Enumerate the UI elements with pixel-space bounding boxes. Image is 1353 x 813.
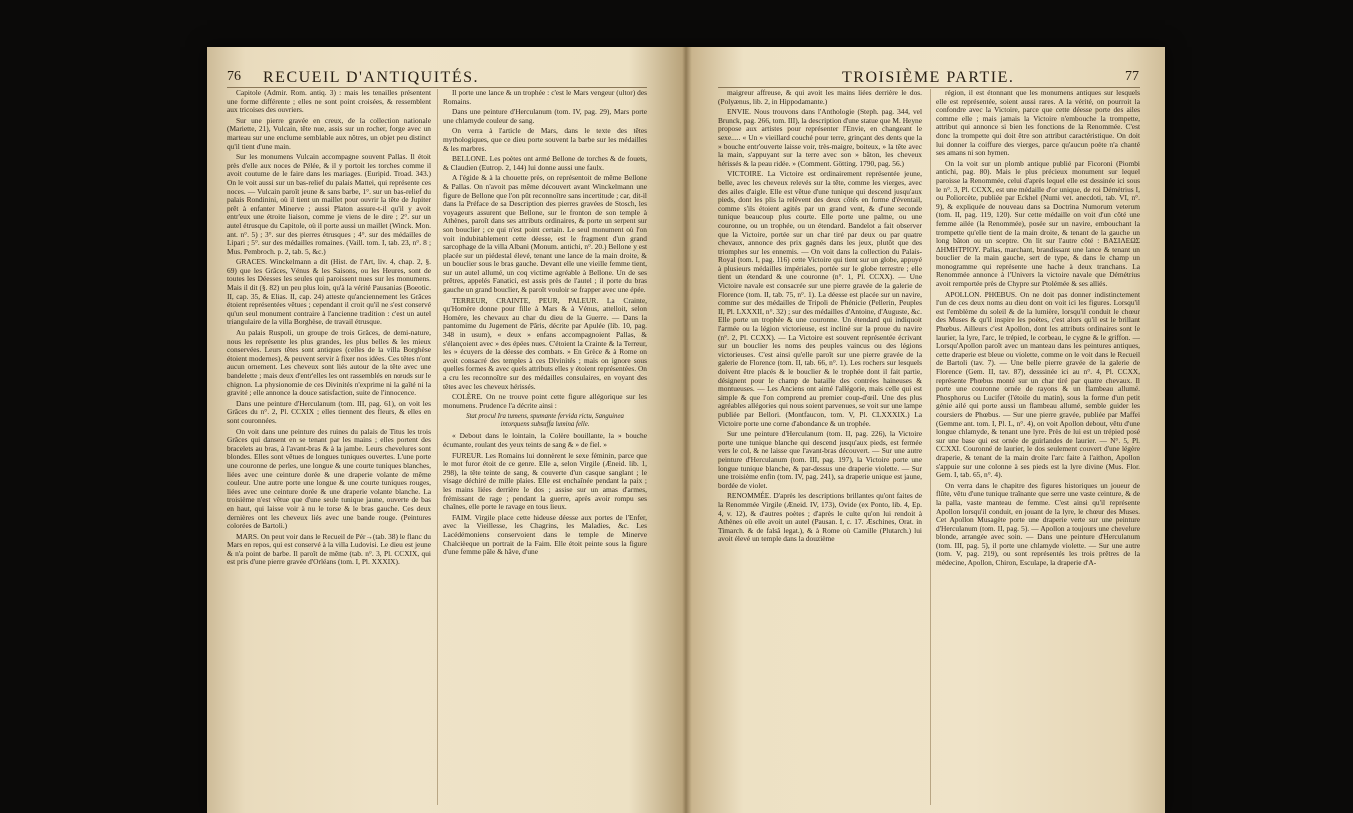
right-column-2: [936, 89, 1140, 805]
paragraph: BELLONE. Les poètes ont armé Bellone de torches & de fouets, & Claudien (Eutrop. 2, 144) lui donne aussi une faulx.: [443, 154, 647, 172]
paragraph: Il porte une lance & un trophée : c'est le Mars vengeur (ultor) des Romains.: [443, 89, 647, 106]
left-page: [207, 47, 686, 813]
paragraph: On verra à l'article de Mars, dans le texte des têtes mythologiques, que ce dieu porte souvent la barbe sur les médailles & les marbres.: [443, 126, 647, 153]
paragraph: Dans une peinture d'Herculanum (tom. IV, pag. 29), Mars porte une chlamyde couleur de sang.: [443, 107, 647, 125]
book-spread: [207, 47, 1165, 813]
paragraph: Sur une pierre gravée en creux, de la collection nationale (Mariette, 21), Vulcain, tête nue, assis sur un rocher, forge avec un marteau sur une enclume semblable aux nôtres, un objet peu distinct qu'il tient d'une main.: [227, 115, 431, 151]
right-column-1: [718, 89, 922, 805]
paragraph: région, il est étonnant que les monumens antiques sur lesquels elle est représentée, soient aussi rares. A la vérité, on pourroit la confondre avec la Victoire, parce que cette déesse porte des ailes comme elle ; mais jamais la Victoire n'embouche la trompette, attribut qui annonce si bien les fonctions de la Renommée. C'est donc la trompette qui doit être son attribut caractéristique. On doit lui donner la coiffure des vierges, parce qu'aucun poète n'a chanté ses amans ni son hymen.: [936, 89, 1140, 158]
paragraph: VICTOIRE. La Victoire est ordinairement représentée jeune, belle, avec les cheveux relevés sur la tête, comme les vierges, avec des ailes d'aigle. Elle est vêtue d'une tunique qui descend jusqu'aux pieds, dont les plis la relèvent des deux côtés en forme d'éventail, comme s'ils étoient agités par un grand vent, & d'une seconde tunique beaucoup plus courte. Elle porte une palme, ou une couronne, ou un trophée, ou un étendard. Bandelot a fait observer que la Victoire, portée sur un char tiré par deux ou par quatre chevaux, annonce des prix gagnés dans les jeux, plutôt que des triomphes sur les ennemis. — On voit dans la collection du Palais-Royal (tom. I, pag. 116) cette Victoire qui tient sur un globe, appuyé à plusieurs médailles impériales, portée sur le globe terrestre ; elle tient un étendard & une couronne (n°. 1, Pl. CCXX). — Une Victoire navale est consacrée sur une pierre gravée de la galerie de Florence (tom. II, tab. 75, n°. 1). La déesse est placée sur un navire, comme sur des médailles de Tripoli de Phénicie (Pellerin, Peuples II, Pl. LXXXII, n°. 32) ; sur des médailles d'Antoine, d'Auguste, &c. Elle porte un trophée & une couronne. Un étendard qui indiquoit l'armée ou la légion victorieuse, est incliné sur la proue du navire (n°. 2, Pl. CCXX). — La Victoire est souvent représentée écrivant sur un bouclier les noms des peuples vaincus ou des légions victorieuses. C'est ainsi qu'elle paroît sur une pierre gravée de la galerie de Florence (tom. II, tab. 66, n°. 1). Les rochers sur lesquels doivent être placés & le bouclier & le trophée dont il fait partie, désignent pour le champ de bataille des contrées haineuses & montueuses. — Les Anciens ont aimé l'allégorie, mais celle qui est simple & que l'on comprend au premier coup-d'œil. Une des plus agréables allégories qui nous soient parvenues, se voit sur une lampe publiée par Bellori. (Montfaucon, tom. V, Pl. CLXXXIX.) La Victoire porte une corne d'abondance & un trophée.: [718, 169, 922, 428]
column-rule: [437, 89, 438, 805]
right-page: [686, 47, 1165, 813]
paragraph: APOLLON. PHŒBUS. On ne doit pas donner indistinctement l'un de ces deux noms au dieu dont on voit ici les figures. Lorsqu'il est l'emblème du soleil & de la lumière, lorsqu'il conduit le chœur des Muses & qu'il inspire les poètes, c'est alors qu'il est le brillant Phœbus. Ailleurs c'est Apollon, dont les attributs ordinaires sont le laurier, la lyre, l'arc, le trépied, le corbeau, le cygne & le griffon. — Lorsqu'Apollon paroît avec un manteau dans les peintures antiques, cette draperie est bleue ou violette, comme on le voit dans le Recueil de Bartoli (tav. 7). — Une belle pierre gravée de la galerie de Florence (Gem. II, tav. 87), desssinée ici au n°. 4, Pl. CCXX, représente Phœbus monté sur un char tiré par quatre chevaux. Il porte une couronne ornée de rayons & un flambeau allumé. Phosphorus ou Lucifer (l'étoile du matin), sous la forme d'un petit génie ailé qui porte aussi un flambeau allumé, semble guider les coursiers de Phœbus. — Sur une pierre gravée, publiée par Maffei (Gemme ant. tom. I, Pl. L, n°. 4), on voit Apollon debout, vêtu d'une longue chlamyde, & tenant une lyre. Près de lui est un trépied posé sur une base qui est ornée de guirlandes de laurier. — N°. 5, Pl. CCXXI. Couronné de laurier, le dos seulement couvert d'une légère draperie, & tenant de la main droite l'arc faite à l'aithon, Apollon s'appuie sur une colonne à ses pieds est la lyre divine (Mus. Flor. Gem. I, tab. 65, n°. 4).: [936, 289, 1140, 480]
paragraph: Sur une peinture d'Herculanum (tom. II, pag. 226), la Victoire porte une tunique blanche qui descend jusqu'aux pieds, est fermée vers le col, & ne laisse que l'avant-bras découvert. — Sur une autre peinture d'Herculanum (tom. III, pag. 197), la Victoire porte une longue tunique blanche, & par-dessus une draperie violette. — Sur une troisième enfin (tom. IV, pag. 241), sa draperie unique est jaune, bordée de violet.: [718, 429, 922, 490]
paragraph: FUREUR. Les Romains lui donnèrent le sexe féminin, parce que le mot furor étoit de ce genre. Elle a, selon Virgile (Æneid. lib. 1, 298), la tête teinte de sang, & couverte d'un casque sanglant ; le visage déchiré de mille plaies. Elle est enchaînée pendant la paix ; les mains liées derrière le dos ; assise sur un amas d'armes, frémissant de rage ; pendant la guerre, après avoir rompu ses chaînes, elle porte le ravage en tous lieux.: [443, 450, 647, 512]
column-rule: [930, 89, 931, 805]
paragraph: maigreur affreuse, & qui avoit les mains liées derrière le dos. (Polyænus, lib. 2, in Hippodamante.): [718, 89, 922, 106]
running-title: RECUEIL D'ANTIQUITÉS.: [263, 69, 479, 86]
paragraph: RENOMMÉE. D'après les descriptions brillantes qu'ont faites de la Renommée Virgile (Æneid. IV, 173), Ovide (ex Ponto, lib. 4, Ep. 4, v. 12), & d'autres poètes ; d'après le culte qu'on lui rendoit à Athènes où elle avoit un autel (Pausan. I, c. 17. Æschines, Orat. in Timarch. & de falsâ legat.), & à Rome où Camille (Plutarch.) lui avoit élevé un temple dans la douzième: [718, 491, 922, 544]
right-page-header: [686, 69, 1165, 89]
left-column-1: [227, 89, 431, 805]
latin-quote: Stat procul Ira tumens, spumante fervida rictu, Sanguinea intorquens subsuffa lumina felle.: [466, 413, 624, 429]
paragraph: On verra dans le chapitre des figures historiques un joueur de flûte, vêtu d'une tunique traînante que serre une vaste ceinture, & de la palla, vaste manteau de femme. C'est ainsi qu'il représente Apollon lorsqu'il conduit, en jouant de la lyre, le chœur des Muses. Cet Apollon Musagète porte une draperie verte sur une peinture d'Herculanum (tom. II, pag. 5). — Apollon a toujours une chevelure blonde, arrangée avec soin. — Dans une peinture d'Herculanum (tom. III, pag. 5), il porte une chlamyde violette. — Sur une autre (tom. V, pag. 219), ou sont représentés les trois prêtres de la médecine, Apollon, Chiron, Esculape, la draperie d'A-: [936, 480, 1140, 568]
paragraph: MARS. On peut voir dans le Recueil de Pér→(tab. 38) le flanc du Mars en repos, qui est conservé à la villa Ludovisi. Le dieu est jeune & n'a point de barbe. Il paroît de même (tab. n°. 3, Pl. CCXIX, qui est pris d'une pierre gravée d'Orléans (tom. I, Pl. XXXIX).: [227, 531, 431, 567]
left-page-header: [207, 69, 686, 89]
paragraph: FAIM. Virgile place cette hideuse déesse aux portes de l'Enfer, avec la Vieillesse, les Chagrins, les Maladies, &c. Les Lacédémoniens conservoient dans le temple de Minerve Chalcièeque un portrait de la Faim. Elle étoit peinte sous la figure d'une femme pâle & hâve, d'une: [443, 512, 647, 557]
page-number: 76: [227, 69, 241, 84]
page-number: 77: [1125, 69, 1139, 84]
paragraph: On voit dans une peinture des ruines du palais de Titus les trois Grâces qui dansent en se tenant par les mains ; elles portent des bracelets au bras, à l'avant-bras & à la jambe. Leurs chevelures sont blondes. Elles sont vêtues de longues tuniques ouvertes. L'une porte une couronne de perles, une longue & une courte tuniques blanches, liées avec une ceinture dorée & une draperie volante de même couleur. Une autre porte une longue & une courte tuniques rouges, liées avec une ceinture dorée & une draperie volante blanche. La troisième n'est vêtue que d'une seule tunique jaune, ouverte de bas en haut, qui laisse voir à nu le torse & le bras gauche. Ces deux dernières ont les cheveux liés avec une bande rouge. (Peintures colorées de Bartoli.): [227, 426, 431, 531]
paragraph: On la voit sur un plomb antique publié par Ficoroni (Piombi antichi, pag. 80). Mais le plus précieux monument sur lequel paroisse la Renommée, celui d'après lequel elle est dessinée ici sous le n°. 3, Pl. CCXX, est une médaille d'or unique, de roi Démétrius I, ou Poliorcète, publiée par Eckhel (Numi vet. anecdoti, tab. VI, n°. 9), & expliquée de nouveau dans sa Doctrina Numorum veterum (tom. II, pag. 119, 120). Sur cette médaille on voit d'un côté une femme ailée (la Renommée), posée sur un navire, embouchant la trompette qu'elle tient de la main droite, & tenant de la gauche un long bâton ou un sceptre. On lit sur l'autre côté : ΒΑΣΙΛΕΩΣ ΔΗΜΗΤΡΙΟΥ. Pallas, marchant, brandissant une lance & tenant un bouclier de la main gauche, sert de type, & dans le champ un monogramme qui représente une hache à deux tranchans. La Renommée annonce à l'Univers la victoire navale que Démétrius avoit remportée près de Chypre sur Ptolémée & ses alliés.: [936, 158, 1140, 289]
paragraph: « Debout dans le lointain, la Colère bouillante, la » bouche écumante, roulant des yeux teints de sang & » de fiel. »: [443, 431, 647, 449]
running-title: TROISIÈME PARTIE.: [842, 69, 1015, 86]
paragraph: TERREUR, CRAINTE, PEUR, PALEUR. La Crainte, qu'Homère donne pour fille à Mars & à Vénus, attelloit, selon Homère, les chevaux au char du dieu de la Guerre. — Dans la pantomime du Jugement de Pâris, décrite par Apulée (lib. 10, pag. 348 in usum), « deux » enfans accompagnoient Pallas, & s'élançoient avec » des épées nues. C'étoient la Crainte & la Terreur, les » écuyers de la déesse des combats. » En Grèce & à Rome on avoit consacré des temples à ces Divinités ; mais on ignore sous quelles formes & avec quels attributs elles y étoient représentées. On a cru les reconnoître sur des médailles consulaires, en voyant des têtes avec les cheveux hérissés.: [443, 295, 647, 391]
left-column-2: [443, 89, 647, 805]
paragraph: Dans une peinture d'Herculanum (tom. III, pag. 61), on voit les Grâces du n°. 2, Pl. CCXIX ; elles tiennent des fleurs, & elles en sont couronnées.: [227, 398, 431, 425]
paragraph: Sur les monumens Vulcain accompagne souvent Pallas. Il étoit près d'elle aux noces de Pélée, & il y portoit les torches comme il avoit coutume de le faire dans les mariages. (Euripid. Troad. 343.) On le voit aussi sur un bas-relief du palais Mattei, qui représente ces noces. — Vulcain paroît jeune & sans barbe, 1°. sur un bas-relief du palais Rondinini, où il tient un maillet pour ouvrir la tête de Jupiter prêt à enfanter Minerve ; aussi Platon assure-t-il qu'il y avoit entr'eux une étroite liaison, comme je viens de le dire ; 2°. sur un autel étrusque du Capitole, où il porte aussi un maillet (Winck. Mon. ant. n°. 5) ; 3°. sur des pierres étrusques ; 4°. sur des médailles de Lipari ; 5°. sur des médailles romaines. (Vaill. tom. I, tab. 23, n°. 8 ; Mus. Pembroch. p. 2, tab. 5, &c.): [227, 152, 431, 256]
header-rule: [718, 87, 1140, 88]
header-rule: [227, 87, 647, 88]
paragraph: Au palais Ruspoli, un groupe de trois Grâces, de demi-nature, nous les représente les plus grandes, les plus belles & les mieux conservées. Leurs têtes sont antiques (celles de la villa Borghèse étoient modernes), & peuvent servir à fixer nos idées. Ces têtes n'ont aucun ornement. Les cheveux sont liés autour de la tête avec une bandelette ; mais deux d'entr'elles les ont rassemblés en nœuds sur le chignon. La physionomie de ces Divinités n'exprime ni la gaîté ni la gravité ; elle annonce la douce satisfaction, suite de l'innocence.: [227, 328, 431, 398]
paragraph: COLÈRE. On ne trouve point cette figure allégorique sur les monumens. Prudence l'a décrite ainsi :: [443, 392, 647, 410]
paragraph: A l'égide & à la chouette près, on représentoit de même Bellone & Pallas. On n'avoit pas même découvert avant Winckelmann une figure de Bellone que l'on pût reconnoître sans incertitude ; car, dit-il dans la Préface de sa Description des pierres gravées de Stosch, les voyageurs assurent que Bellone, sur le fronton de son temple à Athènes, paroît dans ses attributs ordinaires, & porte un serpent sur son bouclier ; ce qui n'est point certain. Le seul monument où l'on voit indubitablement cette déesse, est le fragment d'un grand sarcophage de la villa Albani (Monum. antichi, n°. 20.) Bellone y est placée sur un piédestal élevé, tenant une lance de la main droite, & un bouclier sous le bras gauche. Devant elle une vieille femme tient, sur un autel allumé, un coq victime agréable à Bellone. Un de ses prêtres, appelés Fanatici, est assis près de l'autel ; il porte du bras gauche un grand bouclier, & paroît vouloir se frapper avec une épée.: [443, 173, 647, 295]
paragraph: Capitole (Admir. Rom. antiq. 3) : mais les tenailles présentent une forme différente ; elles ne sont point croisées, & ressemblent aux tricoises des ouvriers.: [227, 89, 431, 115]
paragraph: GRACES. Winckelmann a dit (Hist. de l'Art, liv. 4, chap. 2, §. 69) que les Grâces, Vénus & les Saisons, ou les Heures, sont de toutes les Déesses les seules qui paroissent nues sur les monumens. Mais il dit (§. 82) un peu plus loin, qu'à la vérité Pausanias (Boeotic. II, cap. 35, & Elias. II, cap. 24) atteste qu'anciennement les Grâces étoient représentées vêtues ; cependant il croit qu'il ne s'est conservé qu'un seul monument contraire à l'ancienne tradition : c'est un autel triangulaire de la villa Borghèse, de travail étrusque.: [227, 257, 431, 327]
paragraph: ENVIE. Nous trouvons dans l'Anthologie (Steph. pag. 344, vel Brunck, pag. 266, tom. III), la description d'une statue que M. Heyne propose aux artistes pour représenter l'Envie, en changeant le sexe..... « Un » vieillard couché pour terre, grinçant des dents que la » bouche entr'ouverte laisse voir, très-maigre, boiteux, » la tête avec la main, s'appuyant sur la terre avec son » bâton, les cheveux hérissés & la peau ridée. » (Comment. Götting. 1790, pag. 56.): [718, 107, 922, 168]
